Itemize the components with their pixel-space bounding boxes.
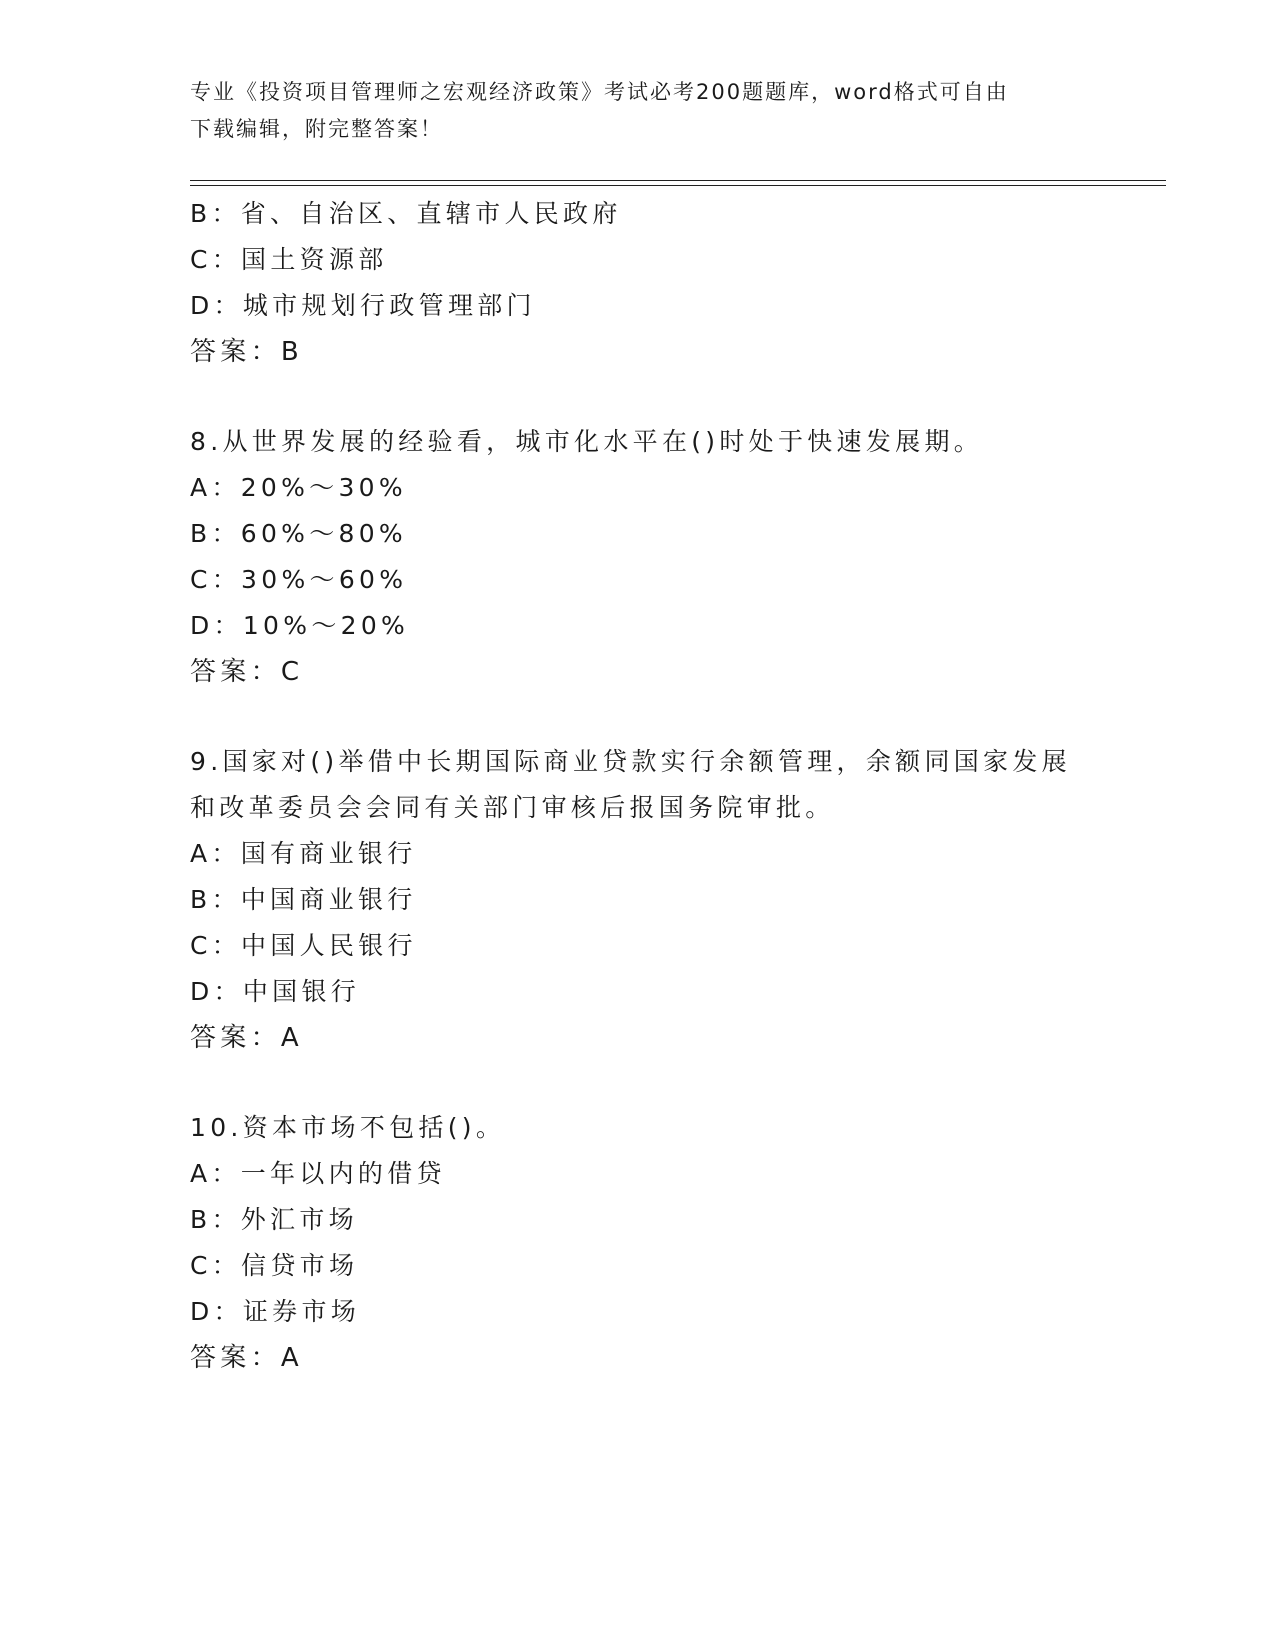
option-c: C：30%～60%: [190, 565, 408, 594]
answer-line: 答案：C: [190, 657, 304, 687]
spacer: [190, 1061, 1080, 1105]
answer-line: 答案：B: [190, 337, 304, 367]
question-list: [190, 191, 1080, 1381]
spacer: [190, 695, 1080, 739]
option-a: A：一年以内的借贷: [190, 1159, 446, 1188]
option-d: D：10%～20%: [190, 611, 410, 640]
option-b: B：中国商业银行: [190, 885, 417, 914]
header-line-1: 专业《投资项目管理师之宏观经济政策》考试必考200题题库，word格式可自由: [190, 80, 1009, 104]
option-b: B：60%～80%: [190, 519, 407, 548]
question-block-10: [190, 1105, 1080, 1381]
question-block-8: [190, 419, 1080, 695]
question-text: 8.从世界发展的经验看，城市化水平在()时处于快速发展期。: [190, 427, 984, 456]
answer-line: 答案：A: [190, 1023, 303, 1053]
spacer: [190, 375, 1080, 419]
document-header: [190, 74, 1080, 148]
question-text-line-2: 和改革委员会会同有关部门审核后报国务院审批。: [190, 793, 835, 822]
question-block-9: [190, 739, 1080, 1061]
header-divider-bottom: [190, 185, 1166, 186]
option-a: A：20%～30%: [190, 473, 407, 502]
option-d: D：证券市场: [190, 1297, 361, 1326]
option-a: A：国有商业银行: [190, 839, 417, 868]
header-line-2: 下载编辑，附完整答案！: [190, 117, 443, 141]
option-b: B：外汇市场: [190, 1205, 358, 1234]
option-c: C：中国人民银行: [190, 931, 417, 960]
option-c: C：信贷市场: [190, 1251, 359, 1280]
question-text-line-1: 9.国家对()举借中长期国际商业贷款实行余额管理，余额同国家发展: [190, 747, 1071, 776]
option-d: D：中国银行: [190, 977, 361, 1006]
option-d: D：城市规划行政管理部门: [190, 291, 536, 320]
header-divider-top: [190, 180, 1166, 181]
answer-line: 答案：A: [190, 1343, 303, 1373]
question-text: 10.资本市场不包括()。: [190, 1113, 506, 1142]
option-c: C：国土资源部: [190, 245, 388, 274]
option-b: B：省、自治区、直辖市人民政府: [190, 199, 622, 228]
question-block-partial: [190, 191, 1080, 375]
